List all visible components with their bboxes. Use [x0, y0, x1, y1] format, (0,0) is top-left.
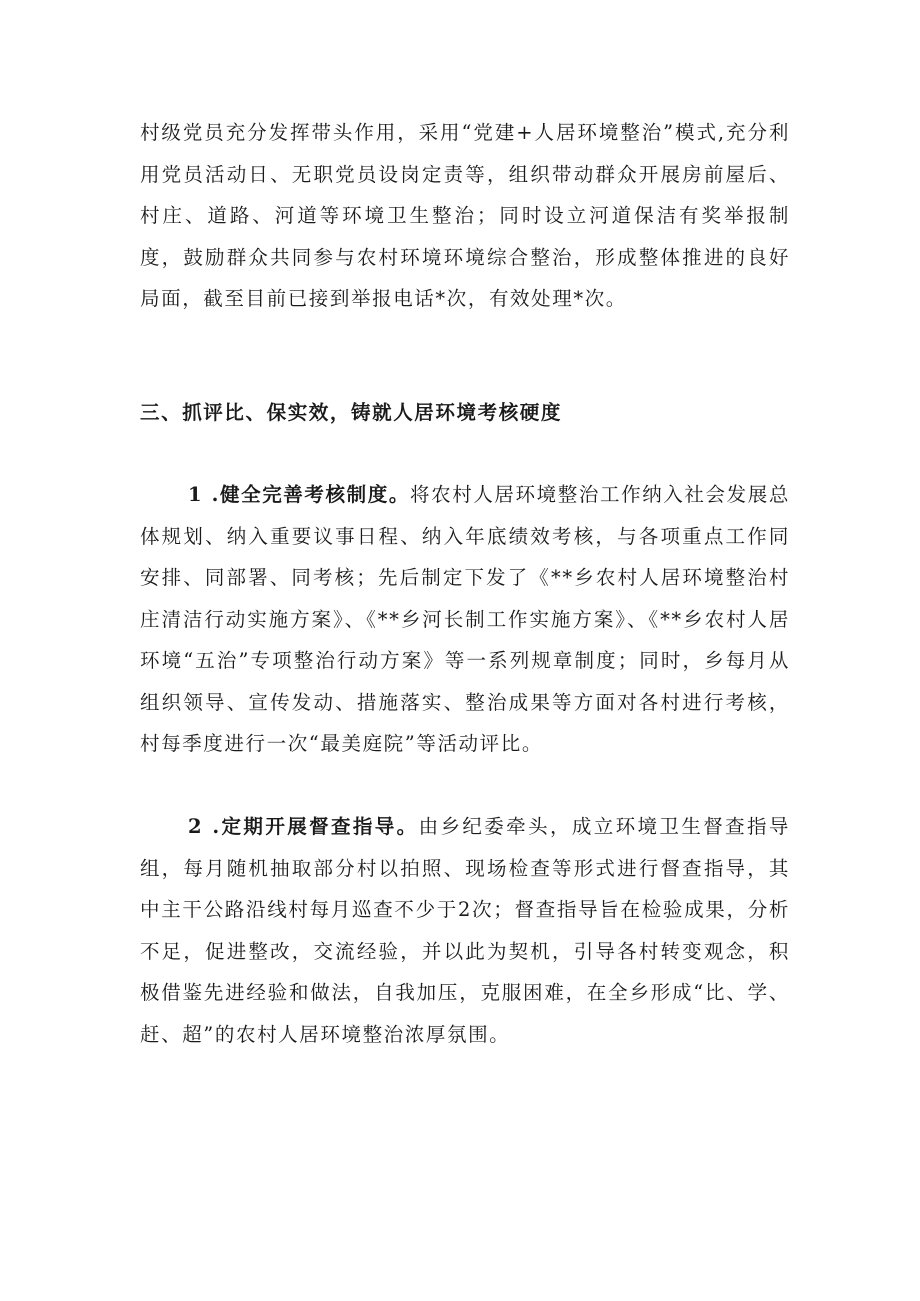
paragraph-body-assessment-system: 将农村人居环境整治工作纳入社会发展总体规划、纳入重要议事日程、纳入年底绩效考核，与各项重点工作同安排、同部署、同考核；先后制定下发了《**乡农村人居环境整治村庄清洁行动实施方案》、《**乡河长制工作实施方案》、《**乡农村人居环境“五治”专项整治行动方案》等一系列规章制度；同时，乡每月从组织领导、宣传发动、措施落实、整治成果等方面对各村进行考核，村每季度进行一次“最美庭院”等活动评比。 — [140, 483, 790, 755]
paragraph-body-supervision: 由乡纪委牵头，成立环境卫生督查指导组，每月随机抽取部分村以拍照、现场检查等形式进行督查指导，其中主干公路沿线村每月巡查不少于2次；督查指导旨在检验成果，分析不足，促进整改，交流经验，并以此为契机，引导各村转变观念，积极借鉴先进经验和做法，自我加压，克服困难，在全乡形成“比、学、赶、超”的农村人居环境整治浓厚氛围。 — [140, 815, 790, 1046]
paragraph-community-participation: 村级党员充分发挥带头作用，采用“党建+人居环境整治”模式,充分利用党员活动日、无职党员设岗定责等，组织带动群众开展房前屋后、村庄、道路、河道等环境卫生整治；同时设立河道保洁有奖举报制度，鼓励群众共同参与农村环境环境综合整治，形成整体推进的良好局面，截至目前已接到举报电话*次，有效处理*次。 — [140, 121, 790, 310]
paragraph-supervision — [140, 806, 790, 1055]
section-heading-three: 三、抓评比、保实效，铸就人居环境考核硬度 — [140, 401, 563, 424]
paragraph-lead-supervision: 2 .定期开展督查指导。 — [188, 815, 419, 838]
paragraph-lead-assessment-system: 1 .健全完善考核制度。 — [188, 483, 410, 506]
paragraph-assessment-system — [140, 474, 790, 765]
